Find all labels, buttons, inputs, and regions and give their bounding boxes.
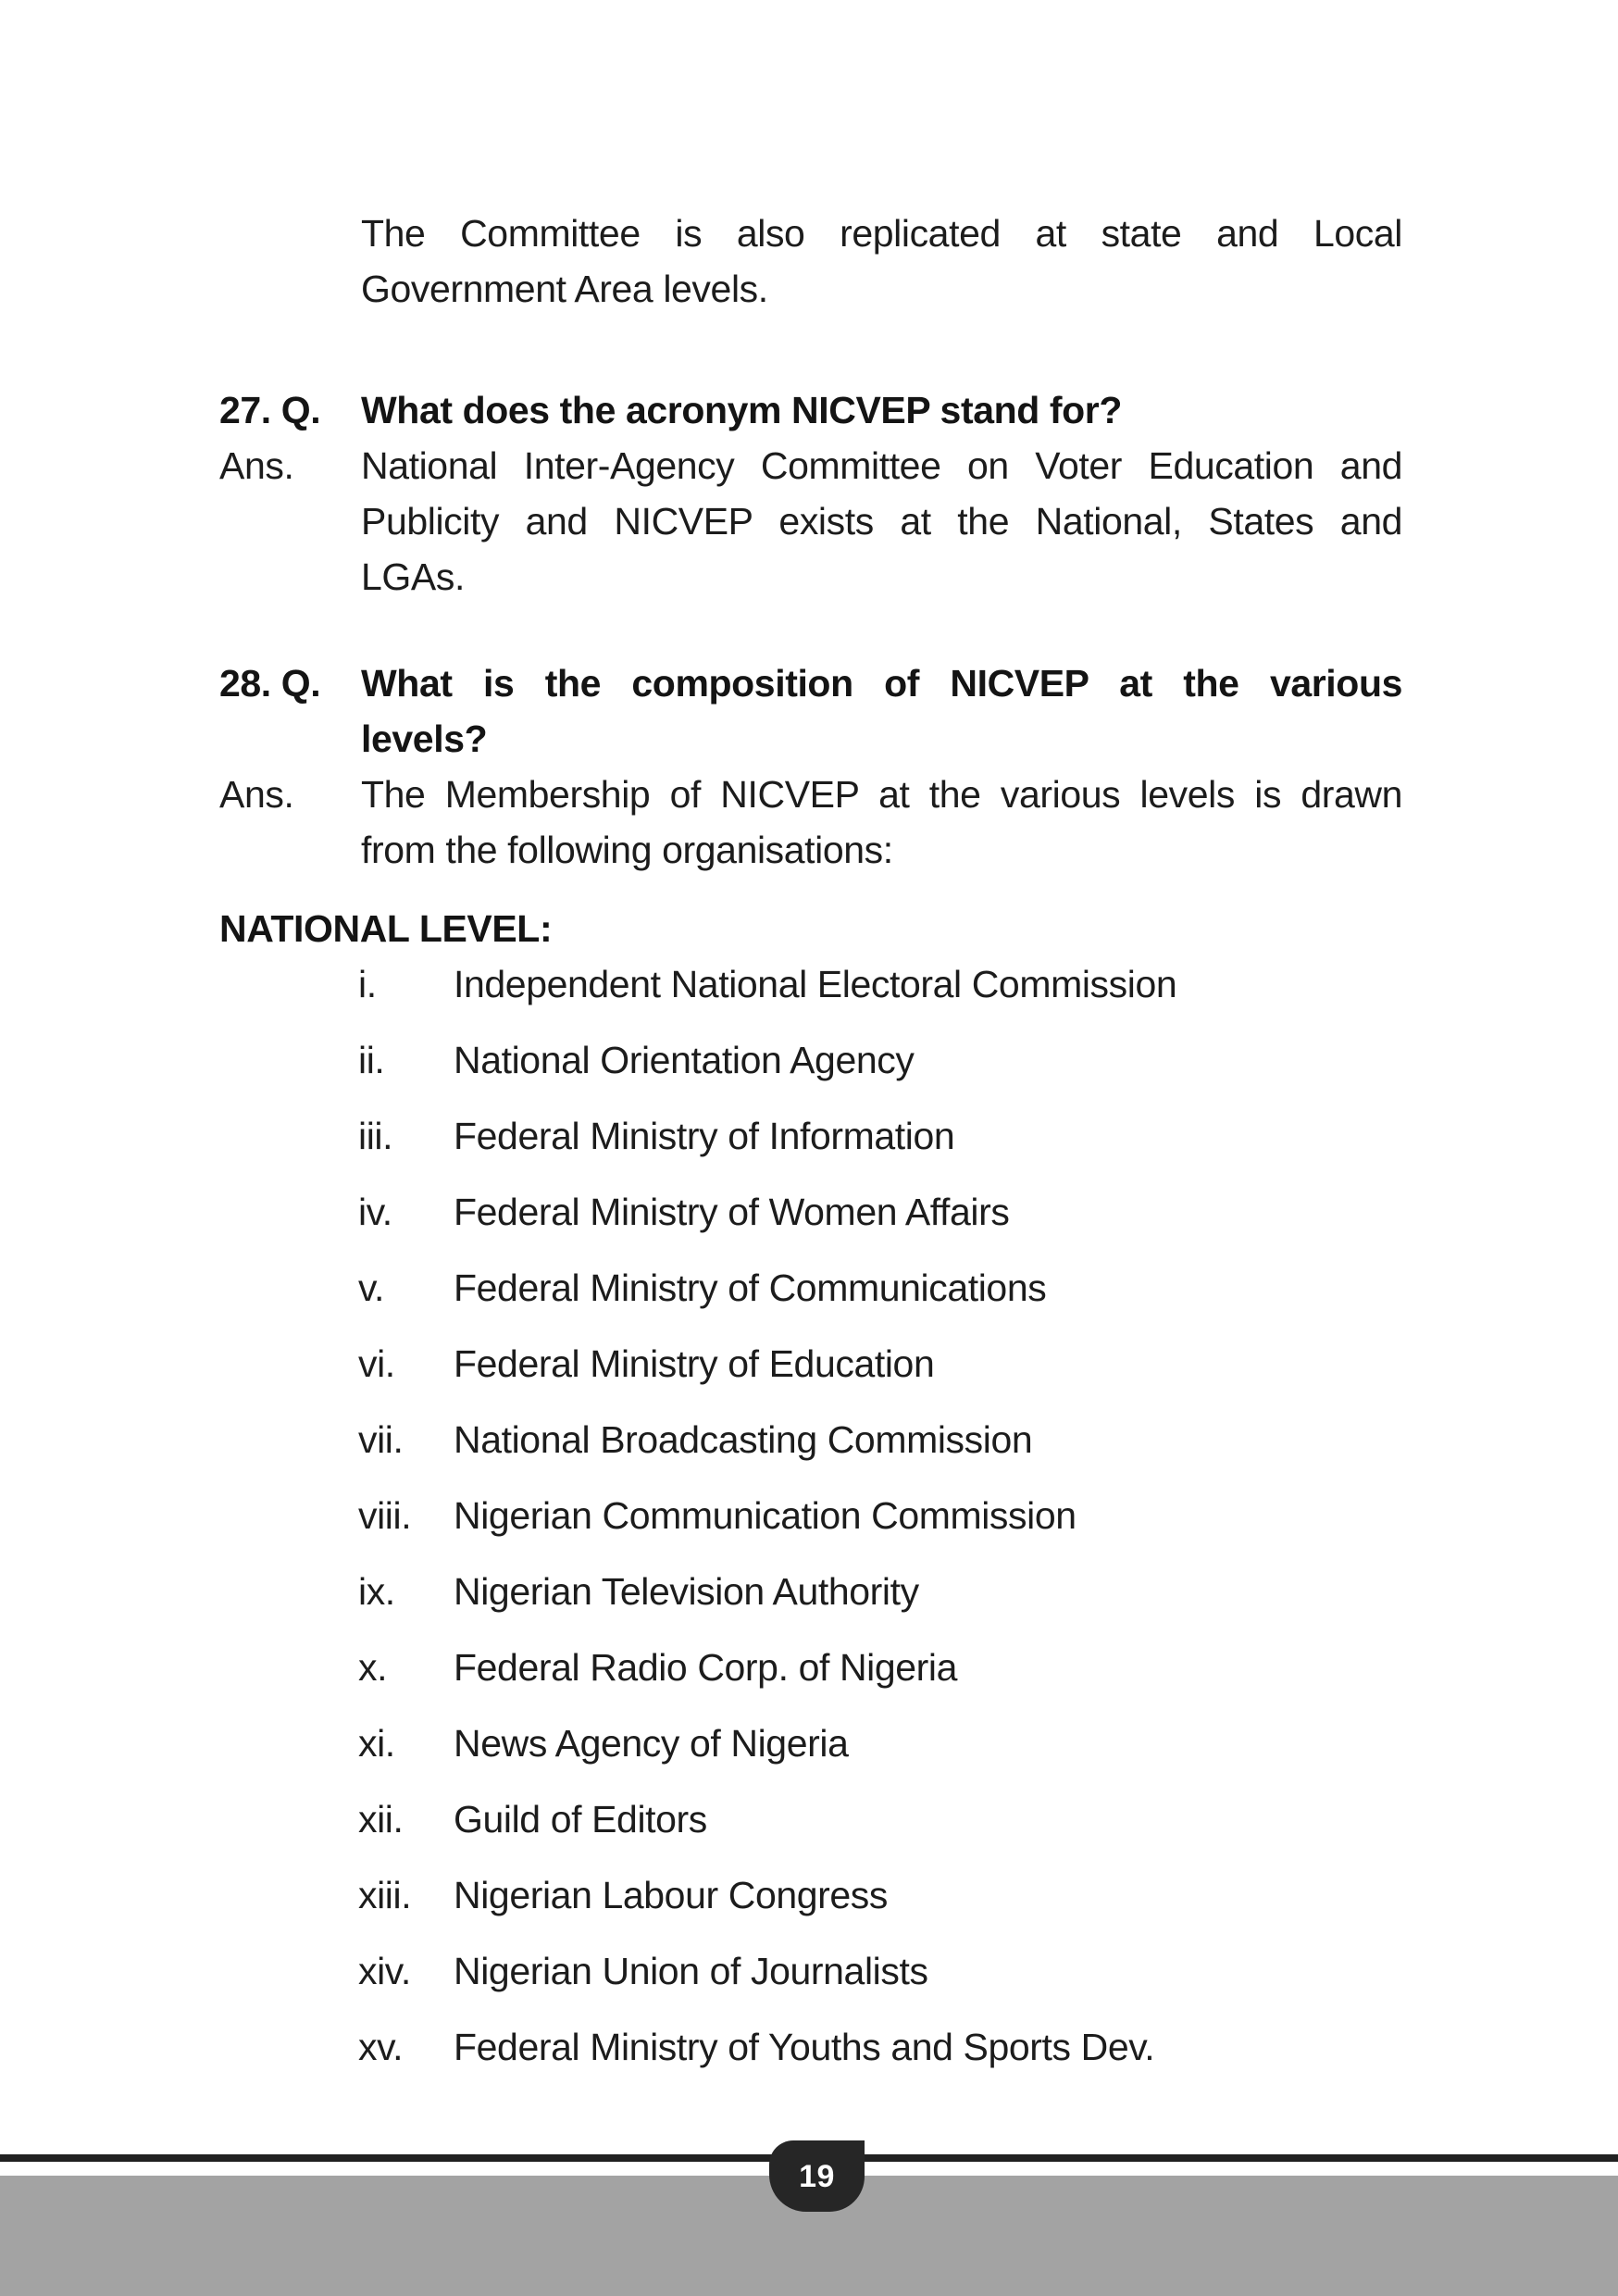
page-number-badge	[769, 2140, 865, 2212]
list-item-text: National Orientation Agency	[454, 1039, 915, 1081]
list-item	[358, 1488, 1402, 1543]
list-item-numeral: viii.	[358, 1494, 412, 1537]
list-item-text: News Agency of Nigeria	[454, 1722, 849, 1765]
answer-27-line-2: Publicity and NICVEP exists at the National, States and	[361, 500, 1402, 543]
list-item-numeral: iv.	[358, 1191, 392, 1233]
answer-28-text	[361, 767, 1402, 878]
list-item	[358, 2019, 1402, 2075]
list-item-text: Federal Radio Corp. of Nigeria	[454, 1646, 958, 1689]
answer-28-line-1: The Membership of NICVEP at the various levels is drawn	[361, 773, 1402, 816]
list-item-text: Guild of Editors	[454, 1798, 707, 1841]
list-item-numeral: v.	[358, 1267, 385, 1309]
list-item-text: Federal Ministry of Information	[454, 1115, 955, 1157]
list-item	[358, 956, 1402, 1012]
list-item	[358, 1867, 1402, 1923]
list-item-numeral: i.	[358, 963, 377, 1005]
list-item-text: Federal Ministry of Youths and Sports Dev.	[454, 2026, 1155, 2068]
list-item-text: National Broadcasting Commission	[454, 1418, 1033, 1461]
list-item-numeral: xi.	[358, 1722, 395, 1765]
question-27	[219, 382, 1402, 438]
list-item-numeral: iii.	[358, 1115, 393, 1157]
list-item-numeral: xiii.	[358, 1874, 412, 1916]
list-item	[358, 1412, 1402, 1467]
answer-28	[219, 767, 1402, 878]
question-27-number: 27. Q.	[219, 389, 321, 431]
answer-27-line-3: LGAs.	[361, 555, 465, 598]
intro-line-1: The Committee is also replicated at state and Local	[361, 212, 1402, 255]
question-28-number: 28. Q.	[219, 662, 321, 705]
page-content	[219, 0, 1402, 2075]
list-item	[358, 1260, 1402, 1316]
list-item	[358, 1716, 1402, 1771]
list-item-numeral: vi.	[358, 1342, 395, 1385]
question-28-text	[361, 655, 1402, 767]
question-28	[219, 655, 1402, 767]
list-item	[358, 1336, 1402, 1391]
list-item-text: Nigerian Communication Commission	[454, 1494, 1077, 1537]
answer-27	[219, 438, 1402, 605]
list-item	[358, 1184, 1402, 1240]
answer-27-text	[361, 438, 1402, 605]
list-item	[358, 1791, 1402, 1847]
page-number: 19	[799, 2158, 835, 2194]
list-item-numeral: ii.	[358, 1039, 385, 1081]
question-28-line-2: levels?	[361, 718, 488, 760]
answer-27-line-1: National Inter-Agency Committee on Voter Education and	[361, 444, 1402, 487]
list-item	[358, 1943, 1402, 1999]
list-item	[358, 1032, 1402, 1088]
list-item-numeral: xv.	[358, 2026, 404, 2068]
list-item	[358, 1564, 1402, 1619]
list-item-text: Federal Ministry of Women Affairs	[454, 1191, 1010, 1233]
section-heading-national-level: NATIONAL LEVEL:	[219, 907, 553, 950]
intro-paragraph	[361, 206, 1402, 317]
list-item-text: Federal Ministry of Education	[454, 1342, 935, 1385]
list-item-numeral: xii.	[358, 1798, 404, 1841]
list-item-text: Federal Ministry of Communications	[454, 1267, 1047, 1309]
question-28-line-1: What is the composition of NICVEP at the various	[361, 662, 1402, 705]
list-item-numeral: x.	[358, 1646, 388, 1689]
list-item	[358, 1640, 1402, 1695]
question-27-text: What does the acronym NICVEP stand for?	[361, 389, 1122, 431]
intro-line-2: Government Area levels.	[361, 268, 768, 310]
list-item	[358, 1108, 1402, 1164]
answer-28-label: Ans.	[219, 773, 294, 816]
list-item-numeral: ix.	[358, 1570, 395, 1613]
national-level-list	[358, 956, 1402, 2075]
list-item-text: Nigerian Television Authority	[454, 1570, 919, 1613]
list-item-text: Nigerian Union of Journalists	[454, 1950, 928, 1992]
list-item-numeral: vii.	[358, 1418, 404, 1461]
list-item-text: Independent National Electoral Commission	[454, 963, 1177, 1005]
answer-28-line-2: from the following organisations:	[361, 829, 893, 871]
answer-27-label: Ans.	[219, 444, 294, 487]
list-item-numeral: xiv.	[358, 1950, 411, 1992]
list-item-text: Nigerian Labour Congress	[454, 1874, 889, 1916]
